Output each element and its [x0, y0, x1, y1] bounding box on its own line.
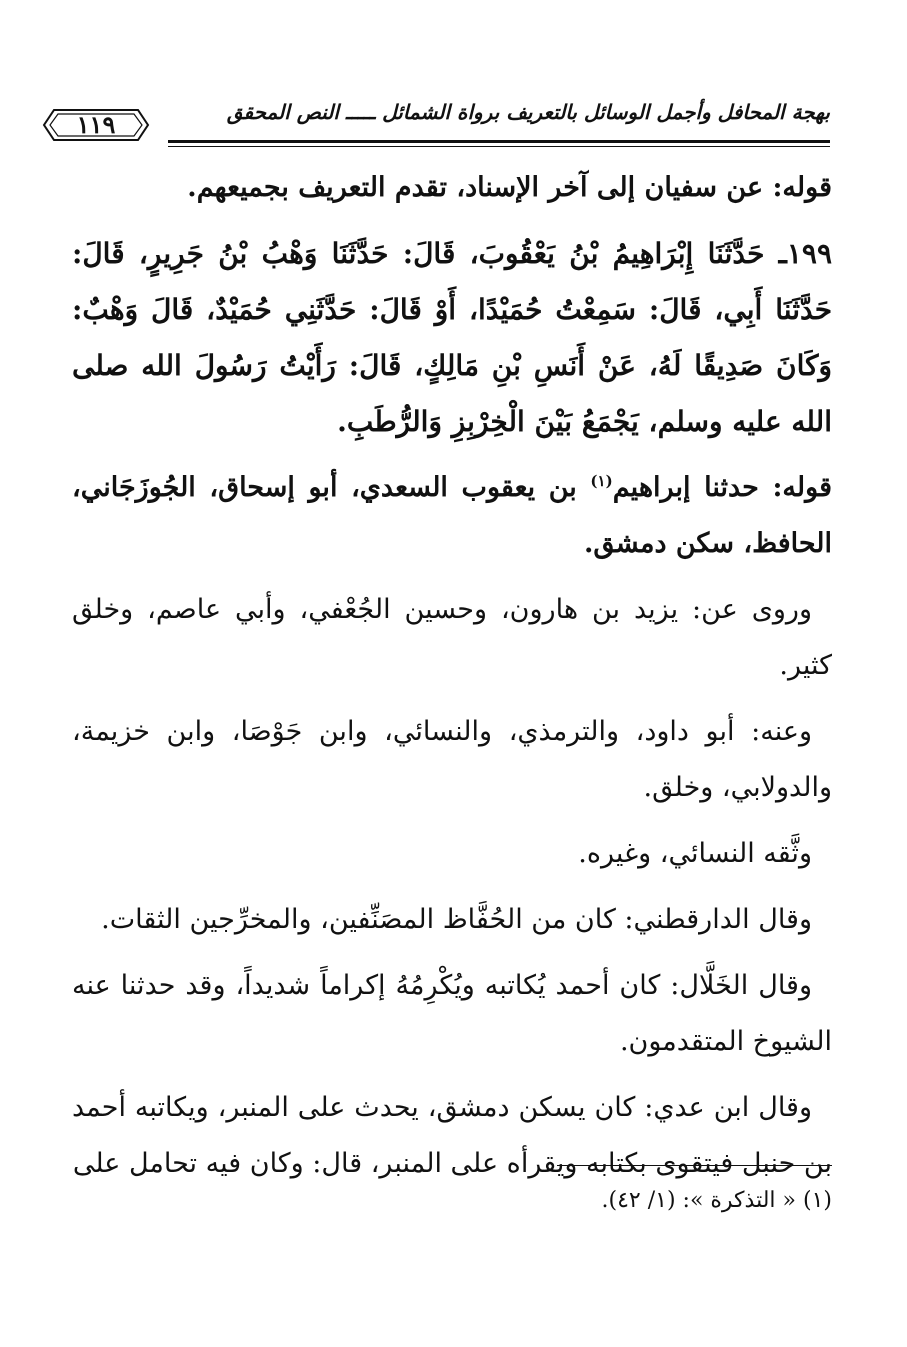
- footnote-rule: [557, 1165, 832, 1166]
- header-title: بهجة المحافل وأجمل الوسائل بالتعريف برواة الشمائل ـــــ النص المحقق: [226, 100, 830, 124]
- page-number-frame: [40, 106, 152, 144]
- header-rule-thin: [168, 146, 830, 147]
- paragraph-ibrahim-after: بن يعقوب السعدي، أبو إسحاق، الجُوزَجَاني، الحافظ، سكن دمشق.: [72, 472, 832, 559]
- paragraph-ibn-adi: وقال ابن عدي: كان يسكن دمشق، يحدث على المنبر، ويكاتبه أحمد بن حنبل فيتقوى بكتابه ويقرأه على المنبر، قال: وكان فيه تحامل على: [72, 1092, 832, 1179]
- paragraph-trustworthy: وثَّقه النسائي، وغيره.: [578, 838, 812, 869]
- paragraph-daraqutni: وقال الدارقطني: كان من الحُفَّاظ المصَنِّفين، والمخرِّجين الثقات.: [101, 904, 812, 935]
- footnote-marker: (١): [590, 472, 613, 490]
- paragraph-khallal: وقال الخَلَّال: كان أحمد يُكاتبه ويُكْرِمُهُ إكراماً شديداً، وقد حدثنا عنه الشيوخ المتقدمون.: [72, 970, 832, 1057]
- paragraph-hadith-199: ١٩٩ـ حَدَّثَنَا إِبْرَاهِيمُ بْنُ يَعْقُوبَ، قَالَ: حَدَّثَنَا وَهْبُ بْنُ جَرِيرٍ، قَالَ: حَدَّثَنَا أَبِي، قَالَ: سَمِعْتُ حُمَيْدًا، أَوْ قَالَ: حَدَّثَنِي حُمَيْدٌ، قَالَ وَهْبٌ: وَكَانَ صَدِيقًا لَهُ، عَنْ أَنَسِ بْنِ مَالِكٍ، قَالَ: رَأَيْتُ رَسُولَ الله صلى الله عليه وسلم، يَجْمَعُ بَيْنَ الْخِرْبِزِ وَالرُّطَبِ.: [72, 237, 832, 438]
- paragraph-narrated-from: وروى عن: يزيد بن هارون، وحسين الجُعْفي، وأبي عاصم، وخلق كثير.: [72, 594, 832, 681]
- footnote: (١) « التذكرة »: (١/ ٤٢).: [601, 1188, 832, 1213]
- page-number: ١١٩: [76, 110, 116, 139]
- header-rule: [168, 140, 830, 143]
- paragraph-intro: قوله: عن سفيان إلى آخر الإسناد، تقدم التعريف بجميعهم.: [187, 172, 832, 203]
- running-header: [40, 98, 830, 148]
- body-text: [72, 160, 832, 1192]
- paragraph-ibrahim-bio: [72, 460, 832, 572]
- paragraph-ibrahim-before: قوله: حدثنا إبراهيم: [612, 472, 832, 503]
- paragraph-narrators-from-him: وعنه: أبو داود، والترمذي، والنسائي، وابن جَوْصَا، وابن خزيمة، والدولابي، وخلق.: [72, 716, 832, 803]
